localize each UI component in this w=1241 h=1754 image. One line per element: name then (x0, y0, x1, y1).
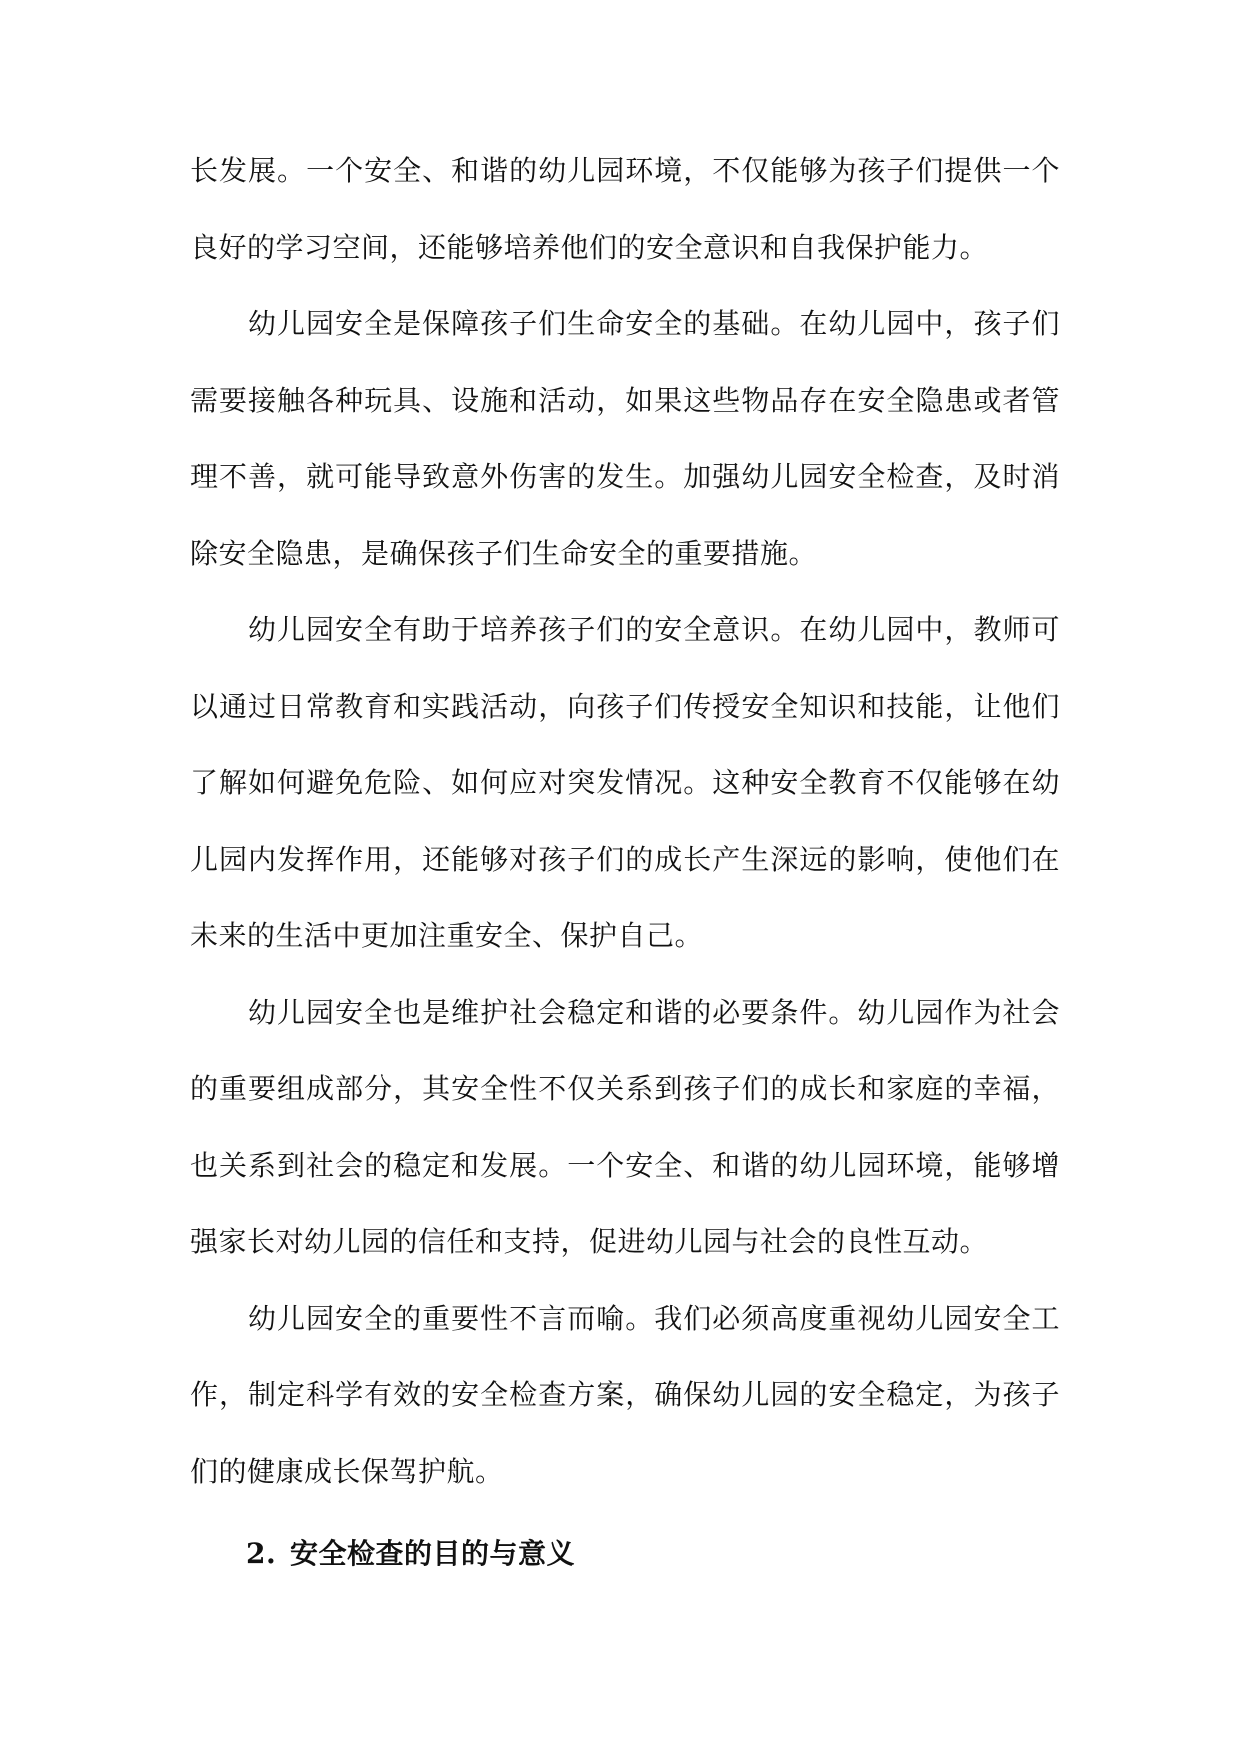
paragraph-2: 幼儿园安全是保障孩子们生命安全的基础。在幼儿园中，孩子们需要接触各种玩具、设施和活动，如果这些物品存在安全隐患或者管理不善，就可能导致意外伤害的发生。加强幼儿园安全检查，及时消除安全隐患，是确保孩子们生命安全的重要措施。 (190, 307, 1060, 570)
section-number: 2. (246, 1537, 277, 1570)
section-heading (246, 1534, 575, 1574)
body-text (190, 133, 1060, 1510)
section-title: 安全检查的目的与意义 (290, 1537, 576, 1570)
paragraph-3: 幼儿园安全有助于培养孩子们的安全意识。在幼儿园中，教师可以通过日常教育和实践活动，向孩子们传授安全知识和技能，让他们了解如何避免危险、如何应对突发情况。这种安全教育不仅能够在幼儿园内发挥作用，还能够对孩子们的成长产生深远的影响，使他们在未来的生活中更加注重安全、保护自己。 (190, 613, 1060, 952)
paragraph-4: 幼儿园安全也是维护社会稳定和谐的必要条件。幼儿园作为社会的重要组成部分，其安全性不仅关系到孩子们的成长和家庭的幸福，也关系到社会的稳定和发展。一个安全、和谐的幼儿园环境，能够增强家长对幼儿园的信任和支持，促进幼儿园与社会的良性互动。 (190, 995, 1060, 1258)
paragraph-5: 幼儿园安全的重要性不言而喻。我们必须高度重视幼儿园安全工作，制定科学有效的安全检查方案，确保幼儿园的安全稳定，为孩子们的健康成长保驾护航。 (190, 1301, 1060, 1488)
paragraph-1: 长发展。一个安全、和谐的幼儿园环境，不仅能够为孩子们提供一个良好的学习空间，还能够培养他们的安全意识和自我保护能力。 (190, 154, 1060, 264)
